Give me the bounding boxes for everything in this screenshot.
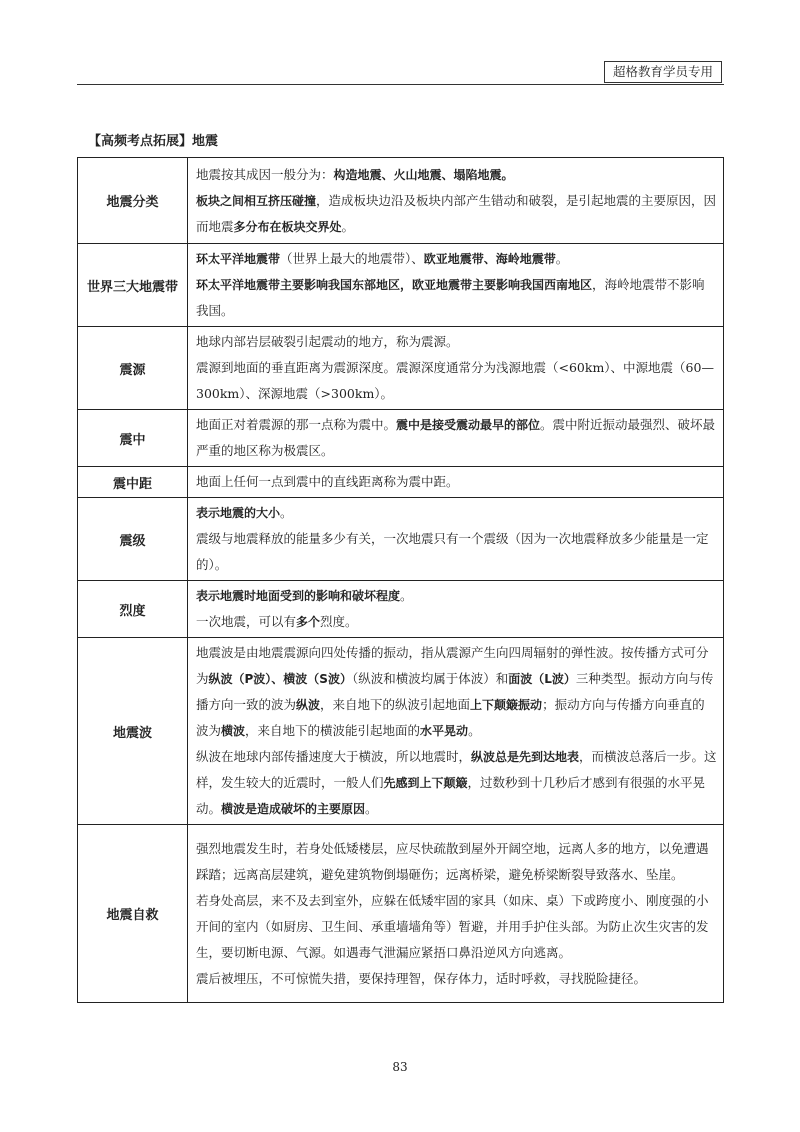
bold-text: 水平晃动 <box>420 724 469 738</box>
row-label: 烈度 <box>78 581 188 638</box>
row-label: 震中距 <box>78 467 188 498</box>
row-label: 地震自救 <box>78 825 188 1003</box>
paragraph <box>196 412 717 464</box>
bold-text: 环太平洋地震带主要影响我国东部地区，欧亚地震带主要影响我国西南地区 <box>196 278 593 292</box>
text-segment: 强烈地震发生时，若身处低矮楼层，应尽快疏散到屋外开阔空地，远离人多的地方，以免遭遇踩踏；远离高层建筑，避免建筑物倒塌砸伤；远离桥梁，避免桥梁断裂导致落水、坠崖。 <box>196 840 709 882</box>
text-segment: 地球内部岩层破裂引起震动的地方，称为震源。 <box>196 334 459 349</box>
header-badge: 超格教育学员专用 <box>604 61 722 83</box>
bold-text: 纵波总是先到达地表 <box>471 750 580 764</box>
text-segment: 三种类型。振动方向与传播方向一致的波为 <box>196 671 714 712</box>
paragraph <box>196 966 717 992</box>
text-segment: 。 <box>555 251 569 266</box>
text-segment: 震源到地面的垂直距离为震源深度。震源深度通常分为浅源地震（<60km）、中源地震（60—300km）、深源地震（>300km）。 <box>196 360 714 401</box>
table-row <box>78 327 724 410</box>
text-segment: 一次地震，可以有 <box>196 614 297 629</box>
text-segment: ，过数秒到十几秒后才感到有很强的水平晃动。 <box>196 775 706 816</box>
text-segment: 地震按其成因一般分为： <box>196 166 334 182</box>
paragraph <box>196 272 717 324</box>
text-segment: 。 <box>400 588 413 603</box>
row-content <box>188 638 724 825</box>
row-label: 震源 <box>78 327 188 410</box>
row-label: 震级 <box>78 498 188 581</box>
text-segment: ，来自地下的纵波引起地面 <box>320 697 471 712</box>
section-title: 【高频考点拓展】地震 <box>88 134 219 149</box>
bold-text: 多个 <box>296 615 321 629</box>
text-segment: 地面上任何一点到震中的直线距离称为震中距。 <box>196 474 459 489</box>
bold-text: 横波 <box>221 724 246 738</box>
text-segment: （世界上最大的地震带）、 <box>280 251 424 266</box>
row-label: 地震分类 <box>78 158 188 244</box>
paragraph <box>196 500 717 526</box>
bold-text: 构造地震、火山地震、塌陷地震。 <box>333 167 514 182</box>
bold-text: 纵波 <box>296 698 321 712</box>
table-row <box>78 638 724 825</box>
bold-text: 横波是造成破坏的主要原因 <box>221 802 366 816</box>
text-segment: 。震中附近振动最强烈、破坏最严重的地区称为极震区。 <box>196 417 716 458</box>
paragraph <box>196 246 717 272</box>
table-row <box>78 498 724 581</box>
bold-text: 上下颠簸振动 <box>470 698 543 712</box>
bold-text: 表示地震的大小 <box>196 506 281 520</box>
text-segment: 震后被埋压，不可惊慌失措，要保持理智，保存体力，适时呼救，寻找脱险捷径。 <box>196 970 647 986</box>
row-label: 震中 <box>78 410 188 467</box>
table-row <box>78 825 724 1003</box>
earthquake-table <box>77 157 724 1003</box>
paragraph <box>196 640 717 744</box>
paragraph <box>196 836 717 888</box>
row-content <box>188 825 724 1003</box>
bold-text: 板块之间相互挤压碰撞 <box>196 193 317 208</box>
text-segment: （纵波和横波均属于体波）和 <box>351 671 509 686</box>
text-segment: 纵波在地球内部传播速度大于横波，所以地震时， <box>196 749 472 764</box>
row-label: 地震波 <box>78 638 188 825</box>
table-row <box>78 244 724 327</box>
paragraph <box>196 329 717 355</box>
text-segment: 地面正对着震源的那一点称为震中。 <box>196 417 397 432</box>
row-content <box>188 244 724 327</box>
table-row <box>78 410 724 467</box>
paragraph <box>196 162 717 188</box>
table-row <box>78 158 724 244</box>
header-rule <box>77 84 724 85</box>
paragraph <box>196 888 717 966</box>
bold-text: 欧亚地震带、海岭地震带 <box>423 252 556 266</box>
row-content <box>188 498 724 581</box>
bold-text: 环太平洋地震带 <box>196 252 281 266</box>
paragraph <box>196 188 717 240</box>
row-content <box>188 410 724 467</box>
text-segment: 若身处高层，来不及去到室外，应躲在低矮牢固的家具（如床、桌）下或跨度小、刚度强的小开间的室内（如厨房、卫生间、承重墙墙角等）暂避，并用手护住头部。为防止次生灾害的发生，要切断电源、气源。如遇毒气泄漏应紧捂口鼻沿逆风方向逃离。 <box>196 892 709 960</box>
paragraph <box>196 609 717 635</box>
row-content <box>188 327 724 410</box>
bold-text: 面波（L波） <box>508 672 576 686</box>
text-segment: ，而横波总落后一步。这样，发生较大的近震时，一般人们 <box>196 749 717 790</box>
text-segment: 烈度。 <box>320 614 358 629</box>
paragraph <box>196 355 717 407</box>
paragraph <box>196 526 717 578</box>
bold-text: 先感到上下颠簸 <box>383 776 468 790</box>
bold-text: 纵波（P波）、横波（S波） <box>208 672 352 686</box>
row-content <box>188 467 724 498</box>
paragraph <box>196 469 717 495</box>
paragraph <box>196 583 717 609</box>
text-segment: 。 <box>365 801 378 816</box>
text-segment: ，来自地下的横波能引起地面的 <box>245 723 421 738</box>
paragraph <box>196 744 717 822</box>
page-number: 83 <box>392 1060 408 1074</box>
text-segment: 地震波是由地震震源向四处传播的振动，指从震源产生向四周辐射的弹性波。按传播方式可分为 <box>196 645 709 686</box>
text-segment: 。 <box>280 505 293 520</box>
row-content <box>188 158 724 244</box>
text-segment: 震级与地震释放的能量多少有关，一次地震只有一个震级（因为一次地震释放多少能量是一定的）。 <box>196 531 709 572</box>
text-segment: 。 <box>468 723 481 738</box>
text-segment: 。 <box>341 218 355 234</box>
bold-text: 多分布在板块交界处 <box>233 219 342 234</box>
table-row <box>78 467 724 498</box>
text-segment: ，造成板块边沿及板块内部产生错动和破裂，是引起地震的主要原因，因而地震 <box>196 192 717 234</box>
table-row <box>78 581 724 638</box>
bold-text: 震中是接受震动最早的部位 <box>396 418 541 432</box>
row-label: 世界三大地震带 <box>78 244 188 327</box>
row-content <box>188 581 724 638</box>
text-segment: ，海岭地震带不影响我国。 <box>196 277 705 318</box>
bold-text: 表示地震时地面受到的影响和破坏程度 <box>196 589 401 603</box>
text-segment: ；振动方向与传播方向垂直的波为 <box>196 697 705 738</box>
